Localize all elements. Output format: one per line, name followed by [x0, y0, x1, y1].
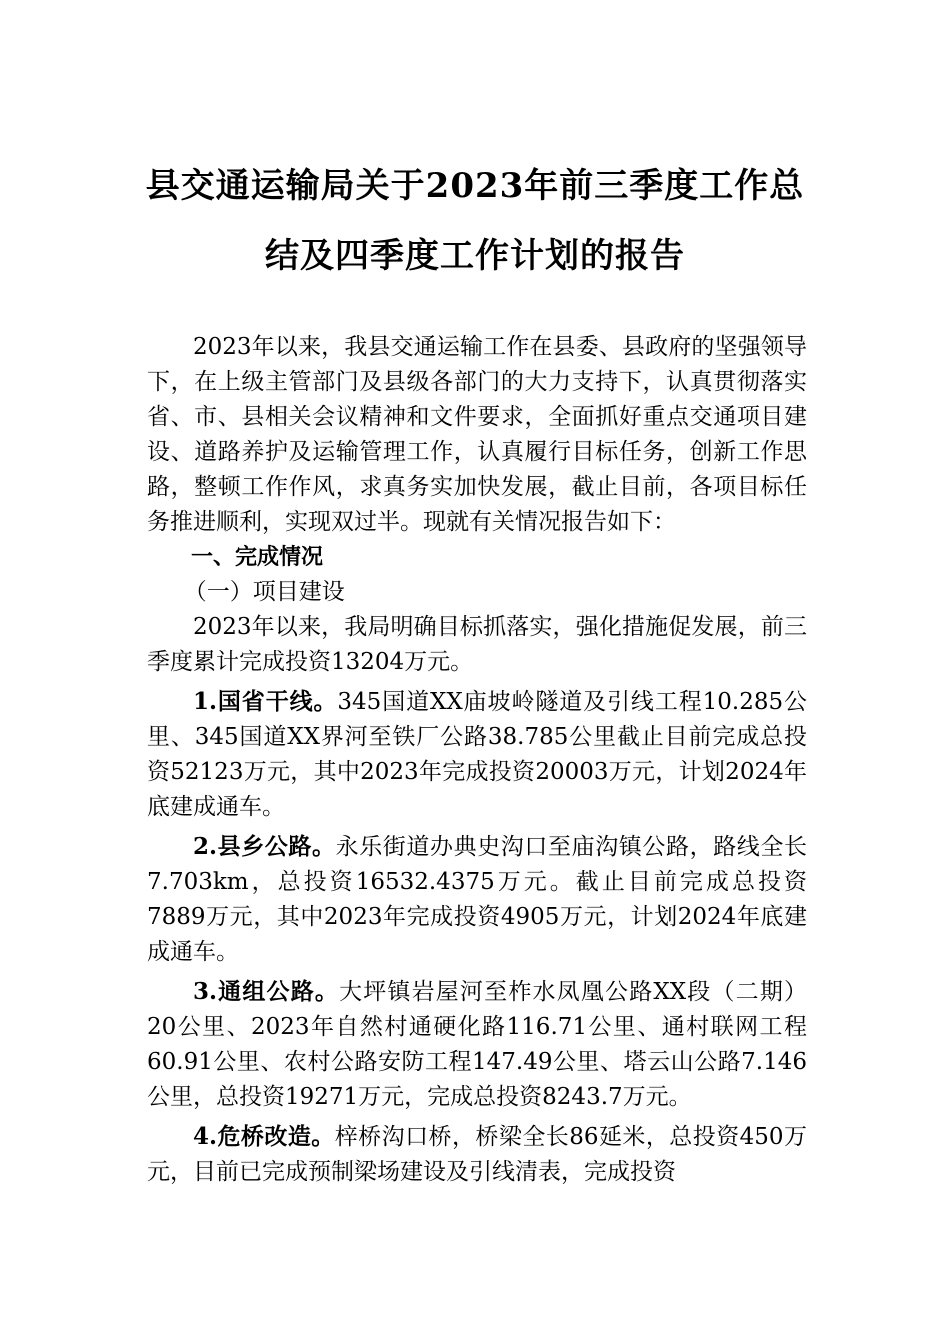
item-text: 梓桥沟口桥，桥梁全长86延米，总投资450万元，目前已完成预制梁场建设及引线清表，完成投资 [147, 1124, 807, 1185]
item-text: 大坪镇岩屋河至柞水凤凰公路XX段（二期）20公里、2023年自然村通硬化路116.71公里、通村联网工程60.91公里、农村公路安防工程147.49公里、塔云山公路7.146公里，总投资19271万元，完成总投资8243.7万元。 [147, 979, 808, 1110]
subsection-heading: （一）项目建设 [183, 579, 345, 605]
item-text: 永乐街道办典史沟口至庙沟镇公路，路线全长7.703km，总投资16532.4375万元。截止目前完成总投资7889万元，其中2023年完成投资4905万元，计划2024年底建成通车。 [147, 834, 807, 965]
item-text: 345国道XX庙坡岭隧道及引线工程10.285公里、345国道XX界河至铁厂公路38.785公里截止目前完成总投资52123万元，其中2023年完成投资20003万元，计划2024年底建成通车。 [147, 689, 807, 820]
item-paragraph [147, 1119, 807, 1190]
item-paragraph [147, 974, 807, 1115]
document-title-line-1: 县交通运输局关于2023年前三季度工作总 [145, 166, 805, 206]
section-heading: 一、完成情况 [191, 545, 324, 570]
document-body [147, 330, 807, 1190]
item-paragraph [147, 684, 807, 825]
item-heading: 4.危桥改造。 [193, 1123, 335, 1150]
item-heading: 2.县乡公路。 [193, 833, 336, 860]
document-title-line-2: 结及四季度工作计划的报告 [265, 236, 685, 276]
item-heading: 1.国省干线。 [193, 688, 338, 715]
subsection-intro-paragraph: 2023年以来，我局明确目标抓落实，强化措施促发展，前三季度累计完成投资13204万元。 [147, 614, 807, 675]
item-paragraph [147, 829, 807, 970]
intro-paragraph: 2023年以来，我县交通运输工作在县委、县政府的坚强领导下，在上级主管部门及县级各部门的大力支持下，认真贯彻落实省、市、县相关会议精神和文件要求，全面抓好重点交通项目建设、道路养护及运输管理工作，认真履行目标任务，创新工作思路，整顿工作作风，求真务实加快发展，截止目前，各项目标任务推进顺利，实现双过半。现就有关情况报告如下： [147, 334, 807, 535]
item-heading: 3.通组公路。 [193, 978, 340, 1005]
